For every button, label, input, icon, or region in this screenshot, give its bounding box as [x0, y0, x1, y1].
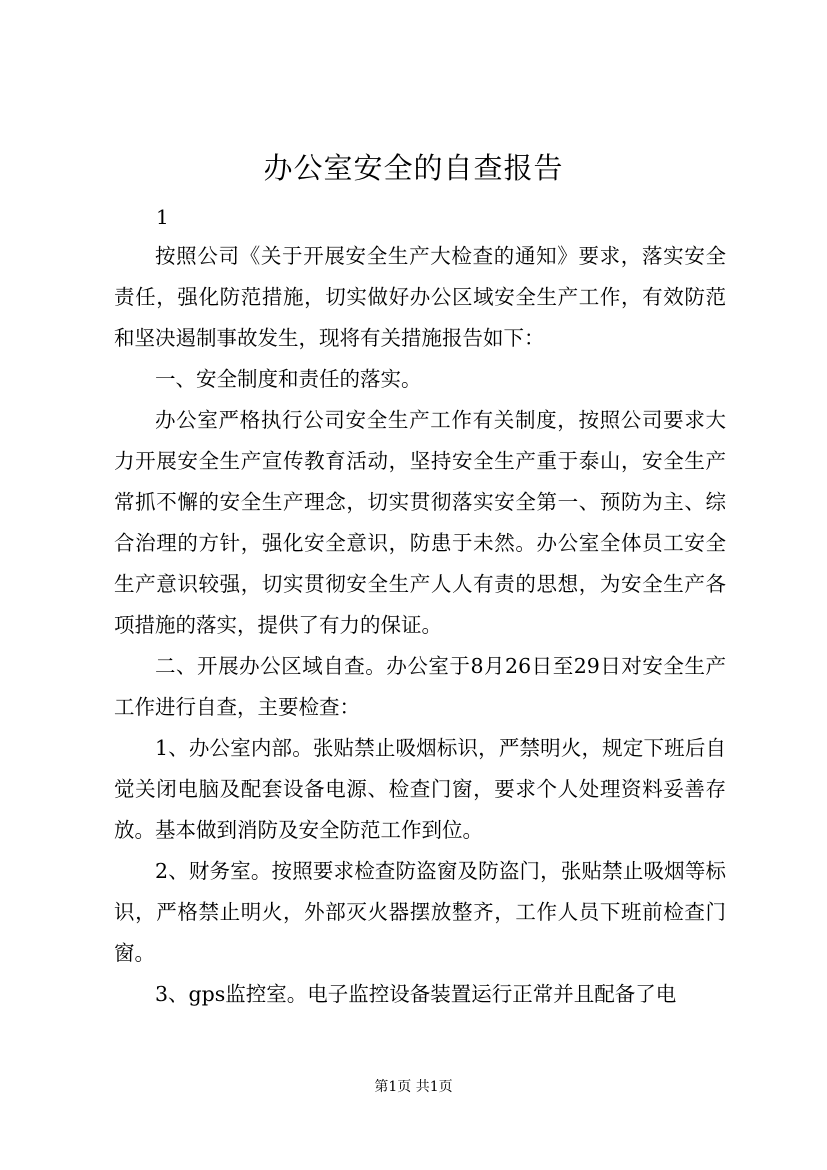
page-footer: 第1页 共1页 — [374, 1079, 453, 1095]
document-title: 办公室安全的自查报告 — [263, 151, 564, 185]
list-item-gps-monitoring: 3、gps监控室。电子监控设备装置运行正常并且配备了电 — [155, 982, 677, 1006]
page-marker: 1 — [156, 205, 169, 229]
intro-paragraph: 按照公司《关于开展安全生产大检查的通知》要求，落实安全责任，强化防范措施，切实做好办公区域安全生产工作，有效防范和坚决遏制事故发生，现将有关措施报告如下： — [114, 244, 726, 350]
body-paragraph: 办公室严格执行公司安全生产工作有关制度，按照公司要求大力开展安全生产宣传教育活动，坚持安全生产重于泰山，安全生产常抓不懈的安全生产理念，切实贯彻落实安全第一、预防为主、综合治理的方针，强化安全意识，防患于未然。办公室全体员工安全生产意识较强，切实贯彻安全生产人人有责的思想，为安全生产各项措施的落实，提供了有力的保证。 — [114, 408, 726, 637]
document-body — [114, 236, 726, 1015]
section-heading-1: 一、安全制度和责任的落实。 — [155, 367, 422, 391]
list-item-office: 1、办公室内部。张贴禁止吸烟标识，严禁明火，规定下班后自觉关闭电脑及配套设备电源、检查门窗，要求个人处理资料妥善存放。基本做到消防及安全防范工作到位。 — [114, 736, 726, 842]
list-item-finance: 2、财务室。按照要求检查防盗窗及防盗门，张贴禁止吸烟等标识，严格禁止明火，外部灭火器摆放整齐，工作人员下班前检查门窗。 — [114, 859, 726, 965]
section-heading-2: 二、开展办公区域自查。办公室于8月26日至29日对安全生产工作进行自查，主要检查： — [114, 654, 726, 719]
